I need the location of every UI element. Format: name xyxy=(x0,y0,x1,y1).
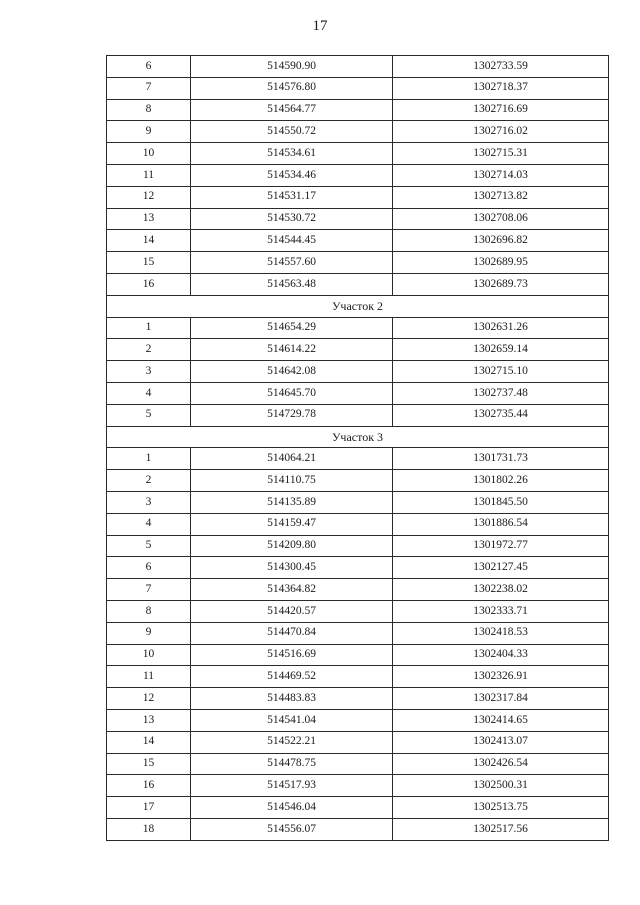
table-row xyxy=(107,317,609,339)
y-coordinate-cell: 1302718.37 xyxy=(393,77,609,99)
y-coordinate-cell: 1301886.54 xyxy=(393,513,609,535)
table-row xyxy=(107,513,609,535)
x-coordinate-cell: 514420.57 xyxy=(191,600,393,622)
y-coordinate-cell: 1302737.48 xyxy=(393,382,609,404)
table-row xyxy=(107,361,609,383)
point-number-cell: 7 xyxy=(107,579,191,601)
table-row xyxy=(107,666,609,688)
table-row xyxy=(107,230,609,252)
y-coordinate-cell: 1302689.95 xyxy=(393,252,609,274)
y-coordinate-cell: 1302513.75 xyxy=(393,797,609,819)
x-coordinate-cell: 514517.93 xyxy=(191,775,393,797)
point-number-cell: 10 xyxy=(107,143,191,165)
point-number-cell: 1 xyxy=(107,448,191,470)
x-coordinate-cell: 514546.04 xyxy=(191,797,393,819)
y-coordinate-cell: 1302715.31 xyxy=(393,143,609,165)
x-coordinate-cell: 514590.90 xyxy=(191,56,393,78)
table-row xyxy=(107,404,609,426)
y-coordinate-cell: 1302426.54 xyxy=(393,753,609,775)
point-number-cell: 5 xyxy=(107,535,191,557)
y-coordinate-cell: 1302326.91 xyxy=(393,666,609,688)
x-coordinate-cell: 514544.45 xyxy=(191,230,393,252)
x-coordinate-cell: 514534.61 xyxy=(191,143,393,165)
y-coordinate-cell: 1302735.44 xyxy=(393,404,609,426)
y-coordinate-cell: 1302317.84 xyxy=(393,688,609,710)
table-row xyxy=(107,688,609,710)
y-coordinate-cell: 1302414.65 xyxy=(393,709,609,731)
table-row xyxy=(107,535,609,557)
point-number-cell: 11 xyxy=(107,164,191,186)
table-row xyxy=(107,143,609,165)
point-number-cell: 7 xyxy=(107,77,191,99)
table-row xyxy=(107,600,609,622)
y-coordinate-cell: 1302714.03 xyxy=(393,164,609,186)
table-row xyxy=(107,448,609,470)
table-row xyxy=(107,164,609,186)
x-coordinate-cell: 514209.80 xyxy=(191,535,393,557)
point-number-cell: 6 xyxy=(107,56,191,78)
table-row xyxy=(107,252,609,274)
point-number-cell: 9 xyxy=(107,622,191,644)
point-number-cell: 8 xyxy=(107,99,191,121)
x-coordinate-cell: 514576.80 xyxy=(191,77,393,99)
section-header-row xyxy=(107,295,609,317)
table-row xyxy=(107,731,609,753)
point-number-cell: 12 xyxy=(107,186,191,208)
point-number-cell: 12 xyxy=(107,688,191,710)
point-number-cell: 9 xyxy=(107,121,191,143)
table-row xyxy=(107,382,609,404)
x-coordinate-cell: 514478.75 xyxy=(191,753,393,775)
section-title: Участок 2 xyxy=(107,295,609,317)
y-coordinate-cell: 1302689.73 xyxy=(393,273,609,295)
y-coordinate-cell: 1302696.82 xyxy=(393,230,609,252)
point-number-cell: 2 xyxy=(107,470,191,492)
y-coordinate-cell: 1302500.31 xyxy=(393,775,609,797)
point-number-cell: 14 xyxy=(107,731,191,753)
x-coordinate-cell: 514564.77 xyxy=(191,99,393,121)
point-number-cell: 11 xyxy=(107,666,191,688)
x-coordinate-cell: 514470.84 xyxy=(191,622,393,644)
y-coordinate-cell: 1302404.33 xyxy=(393,644,609,666)
table-row xyxy=(107,622,609,644)
y-coordinate-cell: 1302631.26 xyxy=(393,317,609,339)
point-number-cell: 14 xyxy=(107,230,191,252)
table-row xyxy=(107,208,609,230)
table-row xyxy=(107,121,609,143)
x-coordinate-cell: 514550.72 xyxy=(191,121,393,143)
x-coordinate-cell: 514064.21 xyxy=(191,448,393,470)
y-coordinate-cell: 1302708.06 xyxy=(393,208,609,230)
x-coordinate-cell: 514534.46 xyxy=(191,164,393,186)
y-coordinate-cell: 1302713.82 xyxy=(393,186,609,208)
point-number-cell: 6 xyxy=(107,557,191,579)
table-row xyxy=(107,273,609,295)
y-coordinate-cell: 1302715.10 xyxy=(393,361,609,383)
point-number-cell: 8 xyxy=(107,600,191,622)
table-row xyxy=(107,99,609,121)
point-number-cell: 4 xyxy=(107,382,191,404)
point-number-cell: 13 xyxy=(107,709,191,731)
y-coordinate-cell: 1301802.26 xyxy=(393,470,609,492)
table-row xyxy=(107,818,609,840)
table-row xyxy=(107,579,609,601)
y-coordinate-cell: 1301845.50 xyxy=(393,491,609,513)
y-coordinate-cell: 1302733.59 xyxy=(393,56,609,78)
point-number-cell: 13 xyxy=(107,208,191,230)
table-row xyxy=(107,644,609,666)
point-number-cell: 5 xyxy=(107,404,191,426)
point-number-cell: 16 xyxy=(107,775,191,797)
coordinates-table xyxy=(106,55,609,841)
y-coordinate-cell: 1302418.53 xyxy=(393,622,609,644)
point-number-cell: 3 xyxy=(107,491,191,513)
x-coordinate-cell: 514522.21 xyxy=(191,731,393,753)
x-coordinate-cell: 514654.29 xyxy=(191,317,393,339)
point-number-cell: 4 xyxy=(107,513,191,535)
x-coordinate-cell: 514469.52 xyxy=(191,666,393,688)
x-coordinate-cell: 514645.70 xyxy=(191,382,393,404)
point-number-cell: 16 xyxy=(107,273,191,295)
y-coordinate-cell: 1302238.02 xyxy=(393,579,609,601)
table-row xyxy=(107,470,609,492)
x-coordinate-cell: 514729.78 xyxy=(191,404,393,426)
point-number-cell: 10 xyxy=(107,644,191,666)
y-coordinate-cell: 1301731.73 xyxy=(393,448,609,470)
table-row xyxy=(107,491,609,513)
point-number-cell: 15 xyxy=(107,252,191,274)
x-coordinate-cell: 514516.69 xyxy=(191,644,393,666)
x-coordinate-cell: 514483.83 xyxy=(191,688,393,710)
point-number-cell: 1 xyxy=(107,317,191,339)
section-title: Участок 3 xyxy=(107,426,609,448)
x-coordinate-cell: 514530.72 xyxy=(191,208,393,230)
table-row xyxy=(107,56,609,78)
table-row xyxy=(107,753,609,775)
x-coordinate-cell: 514110.75 xyxy=(191,470,393,492)
x-coordinate-cell: 514300.45 xyxy=(191,557,393,579)
table-row xyxy=(107,709,609,731)
x-coordinate-cell: 514541.04 xyxy=(191,709,393,731)
coordinates-table-body xyxy=(107,56,609,841)
page-number: 17 xyxy=(312,18,328,34)
table-row xyxy=(107,557,609,579)
table-row xyxy=(107,775,609,797)
y-coordinate-cell: 1302413.07 xyxy=(393,731,609,753)
x-coordinate-cell: 514159.47 xyxy=(191,513,393,535)
point-number-cell: 18 xyxy=(107,818,191,840)
table-row xyxy=(107,797,609,819)
x-coordinate-cell: 514642.08 xyxy=(191,361,393,383)
table-row xyxy=(107,186,609,208)
x-coordinate-cell: 514614.22 xyxy=(191,339,393,361)
point-number-cell: 15 xyxy=(107,753,191,775)
x-coordinate-cell: 514364.82 xyxy=(191,579,393,601)
table-row xyxy=(107,77,609,99)
x-coordinate-cell: 514556.07 xyxy=(191,818,393,840)
x-coordinate-cell: 514135.89 xyxy=(191,491,393,513)
y-coordinate-cell: 1302716.02 xyxy=(393,121,609,143)
section-header-row xyxy=(107,426,609,448)
x-coordinate-cell: 514531.17 xyxy=(191,186,393,208)
y-coordinate-cell: 1301972.77 xyxy=(393,535,609,557)
point-number-cell: 2 xyxy=(107,339,191,361)
table-row xyxy=(107,339,609,361)
x-coordinate-cell: 514557.60 xyxy=(191,252,393,274)
point-number-cell: 3 xyxy=(107,361,191,383)
y-coordinate-cell: 1302517.56 xyxy=(393,818,609,840)
x-coordinate-cell: 514563.48 xyxy=(191,273,393,295)
y-coordinate-cell: 1302333.71 xyxy=(393,600,609,622)
y-coordinate-cell: 1302659.14 xyxy=(393,339,609,361)
point-number-cell: 17 xyxy=(107,797,191,819)
y-coordinate-cell: 1302127.45 xyxy=(393,557,609,579)
y-coordinate-cell: 1302716.69 xyxy=(393,99,609,121)
